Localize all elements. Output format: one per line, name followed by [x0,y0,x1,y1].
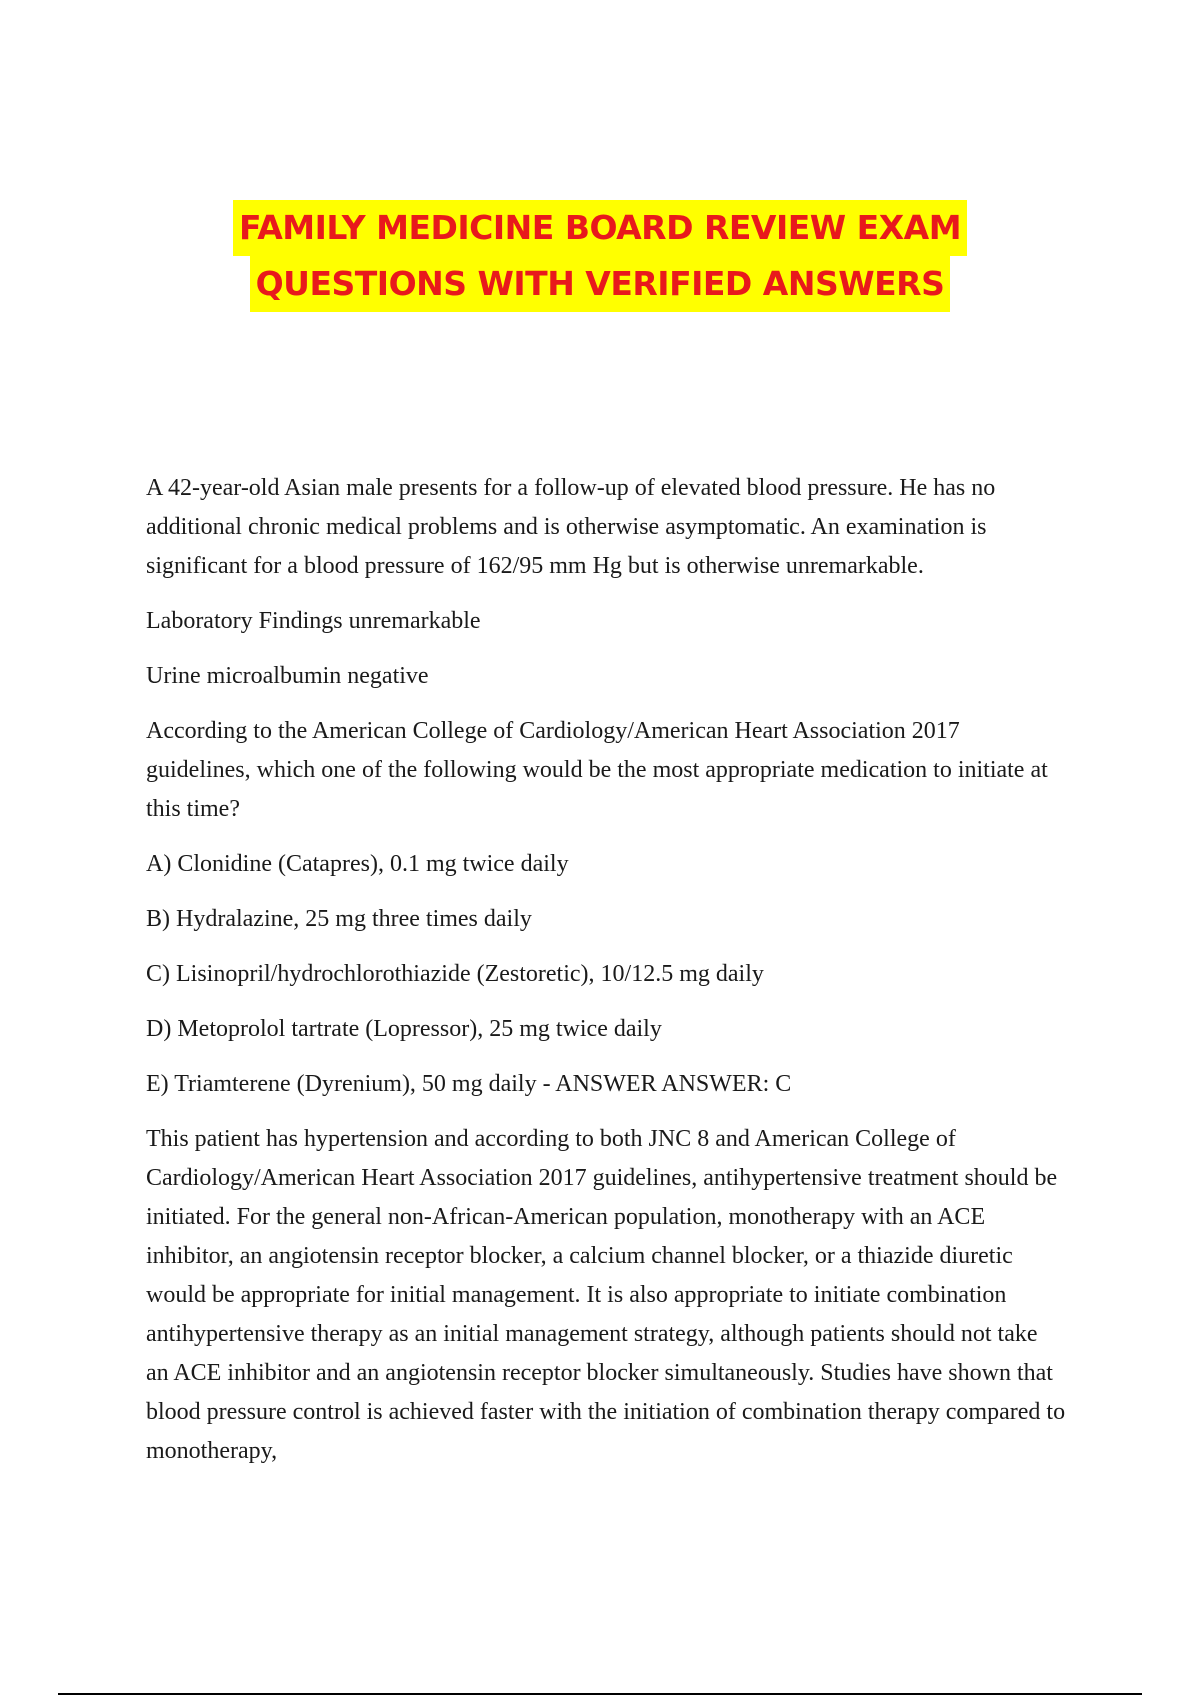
document-body [146,469,1066,1487]
answer-option-d: D) Metoprolol tartrate (Lopressor), 25 mg twice daily [146,1016,662,1042]
lab-findings: Laboratory Findings unremarkable [146,608,481,634]
question-stem: According to the American College of Cardiology/American Heart Association 2017 guidelines, which one of the following would be the most appropriate medication to initiate at this time? [146,718,1048,822]
page-bottom-divider [58,1693,1142,1695]
answer-option-b: B) Hydralazine, 25 mg three times daily [146,906,532,932]
document-title [0,200,1200,312]
answer-explanation: This patient has hypertension and according to both JNC 8 and American College of Cardiology/American Heart Association 2017 guidelines, antihypertensive treatment should be initiated. For the general non-African-American population, monotherapy with an ACE inhibitor, an angiotensin receptor blocker, a calcium channel blocker, or a thiazide diuretic would be appropriate for initial management. It is also appropriate to initiate combination antihypertensive therapy as an initial management strategy, although patients should not take an ACE inhibitor and an angiotensin receptor blocker simultaneously. Studies have shown that blood pressure control is achieved faster with the initiation of combination therapy compared to monotherapy, [146,1126,1066,1464]
case-presentation: A 42-year-old Asian male presents for a follow-up of elevated blood pressure. He has no additional chronic medical problems and is otherwise asymptomatic. An examination is significant for a blood pressure of 162/95 mm Hg but is otherwise unremarkable. [146,475,996,579]
answer-option-e: E) Triamterene (Dyrenium), 50 mg daily - ANSWER ANSWER: C [146,1071,792,1097]
title-line-2: QUESTIONS WITH VERIFIED ANSWERS [250,256,951,312]
answer-option-c: C) Lisinopril/hydrochlorothiazide (Zestoretic), 10/12.5 mg daily [146,961,764,987]
urine-finding: Urine microalbumin negative [146,663,429,689]
answer-option-a: A) Clonidine (Catapres), 0.1 mg twice daily [146,851,569,877]
title-line-1: FAMILY MEDICINE BOARD REVIEW EXAM [233,200,967,256]
